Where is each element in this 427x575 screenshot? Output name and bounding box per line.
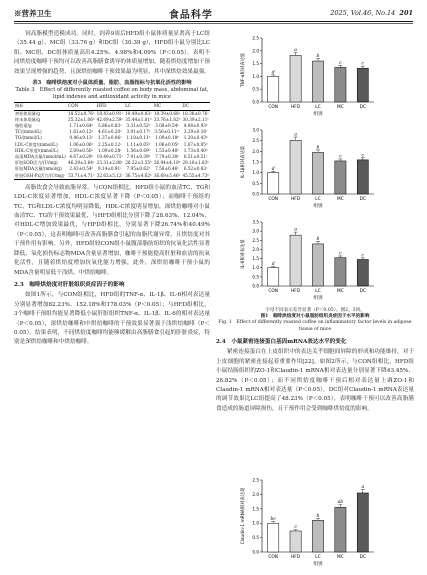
table-cell: 46.29±3.64ᵃ	[68, 160, 95, 166]
y-tick-label: 0.5	[252, 180, 259, 186]
y-axis-label: IL-6相对表达量	[241, 239, 246, 269]
significance-letter: a	[294, 48, 297, 54]
table-cell: 1.11±0.03ᵇ	[126, 141, 151, 147]
table-cell: 2.09±0.50ᵃ	[69, 147, 94, 153]
table-cell: 4.61±0.20ᵃ	[97, 129, 122, 135]
table-cell: 2.25±0.12ᵃ	[97, 141, 122, 147]
significance-letter: d	[271, 262, 275, 268]
x-tick-label: DC	[359, 105, 366, 110]
y-tick-label: 0.5	[252, 274, 259, 280]
table-cell: 3.31±0.52ᵇ	[126, 123, 151, 129]
significance-letter: a	[294, 227, 297, 233]
y-tick-label: 0.5	[252, 86, 259, 92]
table-cell: 32.62±5.12ᶜ	[96, 172, 124, 178]
bar-con	[268, 523, 279, 552]
table-cell: HDL-C浓度/(mmol/L)	[15, 147, 59, 153]
table-cell: 3.56±0.11ᵇᶜ	[154, 129, 180, 135]
issue-info	[330, 9, 413, 17]
bar-dc	[357, 160, 368, 194]
table-cell: 1.61±0.12ᵈ	[69, 129, 94, 135]
table-cell: TC/(mmol/L)	[15, 129, 42, 135]
chart-il6	[216, 214, 414, 306]
y-tick-label: 1.0	[252, 520, 259, 526]
table-cell: 53.71±4.71ᵃ	[68, 172, 95, 178]
bar-mc	[335, 161, 346, 194]
y-tick-label: 2.5	[252, 35, 259, 41]
x-tick-label: LC	[315, 105, 321, 110]
table-cell: 7.58±0.46ᵇ	[155, 166, 179, 172]
table-cell: 1.20±0.43ᵇ	[183, 135, 208, 141]
y-tick-label: 1.0	[252, 170, 259, 176]
section-heading: 2.3 咖啡烘焙度对肝脏组织炎症因子的影响	[14, 281, 125, 288]
x-tick-label: LC	[315, 289, 321, 294]
y-tick-label: 1.5	[252, 159, 259, 165]
significance-letter: c	[339, 251, 342, 257]
significance-letter: b	[316, 145, 320, 151]
table-header-cell: CON	[67, 103, 96, 110]
x-axis-label: 组别	[313, 112, 323, 117]
table-cell: 初始体质量/g	[15, 110, 41, 116]
table-cell: 5.86±0.83ᵃ	[97, 123, 122, 129]
y-tick-label: 1.5	[252, 61, 259, 67]
y-tick-label: 1.5	[252, 256, 259, 262]
table-cell: 3.29±0.16ᶜ	[183, 129, 208, 135]
significance-letter: b	[316, 513, 320, 519]
table-cell: 1.18±0.11ᵇ	[126, 135, 151, 141]
table-caption-cn: 表3 咖啡烘焙度对小鼠体质量、脂肪、血脂指标与抗氧化活性的影响	[32, 80, 192, 87]
table-body	[14, 110, 210, 179]
y-tick-label: 0.0	[252, 549, 259, 555]
table-cell: 1.06±0.05ᵇ	[155, 141, 179, 147]
table-cell: 1.07±0.05ᵇ	[183, 141, 208, 147]
table-cell: LDL-C浓度/(mmol/L)	[15, 141, 58, 147]
x-tick-label: HFD	[291, 105, 301, 110]
table-cell: TG/(mmol/L)	[15, 135, 42, 141]
paragraph: 高脂饮食会导致血脂异常。与CON组相比，HFD组小鼠的血清TC、TG和LDL-C浓度显著增加，HDL-C浓度显著下降（P＜0.05）；而咖啡干预组的TC、TG和LDL-C浓度均明显降低，HDL-C浓度明显增加。深烘焙咖啡对小鼠血清TC、TG的干预效果最优，与HFD组相比分别下降了28.63%、12.04%，对HDL-C增加效果最优，与HFD组相比，分别显著下降26.74%和40.49%（P＜0.05），这表明咖啡可改善高脂膳食引起的血脂代谢异常，且烘焙度对其干预作用有影响。另外，HFD组较CON组小鼠腹部脂肪组织的抗氧化活性显著降低，氧化损伤标志物MDA含量显著增加，咖啡干预能提高肝脏和血清的抗氧化活性，且随着烘焙度增加抗氧化能力增强，此外，深烘焙咖啡干预小鼠的MDA含量明显低于浅烘、中烘焙咖啡。	[14, 184, 210, 276]
paragraph: 紧密连接蛋白在上皮组织中的表达关乎细胞间屏障的形成和功能维持，对于上皮细胞的紧密连接起着重要作用[22]。如图2所示，与CON组相比，HFD组小鼠结肠组织的ZO-1和Claudin-1 mRNA相对表达量分别显著下降43.45%、26.82%（P＜0.05）；而不同烘焙度咖啡干预后相对表达量上调ZO-1和Claudin-1 mRNA相对表达量（P＜0.05），DC组对Claudin-1 mRNA表达量的调节效果比LC组提高了48.23%（P＜0.05），表明咖啡干预可以改善高脂膳食造成的肠道屏障损伤，且干预作用会受到咖啡烘焙度的影响。	[216, 349, 414, 412]
right-column	[216, 335, 414, 415]
table-cell: 23.31±2.80ᶜ	[96, 160, 124, 166]
table-cell: 7.95±0.62ᵇ	[126, 166, 151, 172]
y-tick-label: 1.5	[252, 506, 259, 512]
table-cell: 30.39±2.11ᶜ	[182, 116, 209, 122]
table-cell: 1.71±0.64ᵈ	[69, 123, 94, 129]
bar-lc	[312, 152, 323, 194]
table-cell: 4.67±0.29ᵈ	[69, 154, 94, 160]
significance-letter: bc	[270, 516, 276, 522]
chart-claudin	[216, 472, 414, 572]
table-cell: 1.06±0.06ᵈ	[69, 141, 94, 147]
paragraph: 如图1所示，与CON组相比，HFD组的TNF-α、IL-1β、IL-6相对表达量分别显著增加82.23%、152.18%和178.03%（P＜0.05）；与HFD组相比，3个咖啡干预组均能显著降低小鼠肝脏组织TNF-α、IL-1β、IL-6的相对表达量（P＜0.05），深烘焙咖啡和中烘焙咖啡的干预效果显著强于浅烘焙咖啡（P＜0.05）。结果表明，不同烘焙度咖啡均能够缓解由高脂膳食引起的肝脏炎症，特别是深烘焙咖啡和中烘焙咖啡。	[14, 292, 210, 346]
table-cell: 1.09±0.28ᶜ	[98, 147, 122, 153]
table-cell: 18.52±0.76ᵃ	[68, 110, 95, 116]
y-tick-label: 0.0	[252, 191, 259, 197]
page-number: 201	[399, 9, 413, 17]
table-header-cell: HFD	[96, 103, 125, 110]
table-cell: 肝脏GSH-Px活力/(U/mg)	[14, 173, 67, 180]
bar-lc	[312, 244, 323, 286]
header-rule-thin	[14, 23, 413, 24]
header-rule	[14, 21, 413, 22]
y-tick-label: 2.0	[252, 246, 259, 252]
x-axis-label: 组别	[313, 296, 323, 301]
page-header	[14, 6, 413, 20]
bar-hfd	[290, 55, 301, 102]
table-cell: 肝脏MDA含量/(nmol/g)	[15, 166, 62, 172]
table-cell: 33.76±1.82ᵇ	[153, 116, 181, 122]
significance-letter: d	[271, 70, 275, 76]
x-tick-label: CON	[268, 197, 279, 202]
bar-dc	[357, 493, 368, 552]
x-tick-label: LC	[315, 555, 321, 560]
table-cell: 35.44±1.81ᵇ	[125, 116, 152, 122]
y-axis-label: TNF-α相对表达量	[241, 52, 246, 88]
x-tick-label: DC	[359, 197, 366, 202]
y-tick-label: 0.0	[252, 99, 259, 105]
y-tick-label: 2.5	[252, 138, 259, 144]
table-cell: 0.46±0.13ᶜ	[69, 135, 94, 141]
table-header-cell: MC	[153, 103, 182, 110]
table-cell: 42.69±2.59ᵃ	[96, 116, 124, 122]
significance-letter: ab	[337, 500, 344, 506]
table-cell: 终末体质量/g	[15, 116, 41, 122]
table-row	[14, 110, 210, 117]
section-heading: 2.4 小鼠紧密连接蛋白基因mRNA表达水平的变化	[216, 339, 347, 345]
table-row	[14, 173, 210, 180]
x-tick-label: CON	[268, 555, 279, 560]
y-tick-label: 2.0	[252, 148, 259, 154]
x-tick-label: CON	[268, 105, 279, 110]
bar-con	[268, 173, 279, 194]
significance-letter: a	[361, 484, 365, 490]
table-cell: 9.14±0.91ᵃ	[97, 166, 122, 172]
x-tick-label: DC	[359, 555, 366, 560]
bar-dc	[357, 259, 368, 286]
table-cell: 25.32±1.06ᵈ	[68, 116, 95, 122]
table-cell: 18.43±0.91ᵃ	[96, 110, 124, 116]
table-cell: 45.55±4.73ᵇ	[182, 172, 209, 178]
y-tick-label: 2.5	[252, 237, 259, 243]
table-cell: 3.08±0.54ᵇ	[155, 123, 179, 129]
issue-text: 2025, Vol.46, No.14	[330, 9, 396, 17]
table-cell: 脂肪重/g	[15, 123, 32, 129]
table-cell: 1.53±0.40ᵇ	[155, 147, 179, 153]
significance-letter: b	[316, 236, 320, 242]
bar-mc	[335, 258, 346, 286]
paragraph: 饲高脂模型造模成功。同时，饲养9周后HFD组小鼠体质量显著高于LC组（35.44 g）、MC组（33.76 g）和DC组（30.39 g），HFD组小鼠分别比LC组、MC组、DC组体质量高出4.25%、4.98%和4.09%（P＜0.05），表明不同烘焙度咖啡干预均可以改善高脂膳食诱导的体质量增加，随着烘焙度增加干预效果呈现增强的趋势，且深烘焙咖啡干预效果最为明显，其中深烘焙效果最强。	[14, 31, 210, 75]
x-tick-label: MC	[337, 197, 344, 202]
chart-il1b	[216, 122, 414, 214]
table-cell: 2.43±0.54ᵈ	[69, 166, 94, 172]
y-tick-label: 3.0	[252, 228, 259, 234]
table-cell: 36.75±4.62ᵇ	[125, 172, 152, 178]
figure-2-partial	[216, 472, 414, 572]
x-tick-label: HFD	[291, 289, 301, 294]
y-tick-label: 2.0	[252, 48, 259, 54]
y-tick-label: 0.5	[252, 535, 259, 541]
y-tick-label: 2.0	[252, 491, 259, 497]
table-cell: 29.10±1.83ᵇ	[182, 160, 209, 166]
y-tick-label: 3.0	[252, 127, 259, 133]
significance-letter: c	[361, 153, 365, 159]
significance-letter: c	[294, 525, 297, 531]
figure-1-caption	[216, 308, 414, 333]
bar-hfd	[290, 235, 301, 286]
table-cell: 10.49±0.71ᵃ	[96, 154, 124, 160]
table-cell: 7.91±0.39ᵇ	[126, 154, 151, 160]
table-cell: 26.94±4.10ᵇ	[153, 160, 181, 166]
y-axis-label: IL-1β相对表达量	[241, 145, 246, 179]
y-tick-label: 1.0	[252, 265, 259, 271]
bar-dc	[357, 68, 368, 102]
table-cell: 26.22±3.55ᵇ	[125, 160, 152, 166]
significance-letter: c	[361, 253, 365, 259]
table-header-row	[14, 103, 210, 110]
table-cell: 18.49±0.83ᵃ	[125, 110, 152, 116]
bar-lc	[312, 61, 323, 102]
table-cell: 肝脏SOD活力/(U/mg)	[15, 160, 58, 166]
table-cell: 4.08±0.93ᵇ	[183, 123, 208, 129]
table-cell: 7.79±0.38ᵇ	[155, 154, 179, 160]
bar-hfd	[290, 531, 301, 552]
table-cell: 血清MDA含量/(nmol/mL)	[15, 154, 66, 160]
chart-tnf	[216, 30, 414, 122]
x-tick-label: MC	[337, 555, 344, 560]
x-tick-label: MC	[337, 105, 344, 110]
figure-title-en: Fig. 1 Effect of differently roasted coffee on inflammatory factor levels in adipose tissue of mice	[218, 320, 412, 332]
bar-mc	[335, 67, 346, 102]
x-tick-label: HFD	[291, 197, 301, 202]
x-tick-label: LC	[315, 197, 321, 202]
table-cell: 1.56±0.69ᵇ	[126, 147, 151, 153]
bar-con	[268, 268, 279, 286]
bar-lc	[312, 520, 323, 552]
table-cell: 6.51±0.51ᶜ	[183, 154, 208, 160]
bar-con	[268, 76, 279, 102]
x-tick-label: MC	[337, 289, 344, 294]
table-caption	[14, 80, 210, 100]
table-cell: 3.91±0.17ᵇ	[126, 129, 151, 135]
table-header-cell: LC	[124, 103, 153, 110]
significance-letter: d	[271, 166, 275, 172]
significance-letter: c	[339, 60, 342, 66]
x-axis-label: 组别	[313, 562, 323, 567]
y-axis-label: Claudin-1 mRNA相对表达量	[241, 487, 246, 545]
table-cell: 36.69±5.46ᵇ	[153, 172, 181, 178]
figure-note: 字母不同表示差异显著（P＜0.05）。图2、3同。	[265, 308, 365, 313]
left-column	[14, 30, 210, 349]
table-cell: 18.36±0.76ᵃ	[182, 110, 209, 116]
bar-mc	[335, 507, 346, 552]
y-tick-label: 1.0	[252, 73, 259, 79]
table-header-cell: DC	[181, 103, 210, 110]
table-caption-en: Table 3 Effect of differently roasted coffee on body mass, abdominal fat, lipid indexes and antioxidant activity in mice	[15, 86, 209, 100]
bar-hfd	[290, 140, 301, 194]
x-axis-label: 组别	[313, 204, 323, 209]
significance-letter: c	[339, 154, 342, 160]
table-cell: 6.52±0.83ᶜ	[183, 166, 208, 172]
table-cell: 1.73±0.40ᵇ	[183, 147, 208, 153]
table-header-cell: 指标	[14, 103, 67, 110]
figure-1	[216, 30, 414, 306]
y-tick-label: 3.5	[252, 219, 259, 225]
section-tag: ※营养卫生	[14, 8, 52, 18]
significance-letter: b	[316, 54, 320, 60]
significance-letter: a	[294, 132, 297, 138]
x-tick-label: DC	[359, 289, 366, 294]
y-tick-label: 2.5	[252, 477, 259, 483]
data-table	[14, 102, 210, 179]
table-cell: 1.09±0.18ᵇ	[155, 135, 179, 141]
x-tick-label: CON	[268, 289, 279, 294]
figure-title-cn: 图1 咖啡烘焙度对小鼠脂肪组织炎症因子水平的影响	[260, 314, 370, 320]
x-tick-label: HFD	[291, 555, 301, 560]
table-cell: 1.37±0.06ᵃ	[97, 135, 122, 141]
journal-name: 食品科学	[168, 9, 213, 21]
significance-letter: c	[361, 61, 365, 67]
y-tick-label: 0.0	[252, 283, 259, 289]
table-cell: 18.39±0.68ᵃ	[153, 110, 181, 116]
